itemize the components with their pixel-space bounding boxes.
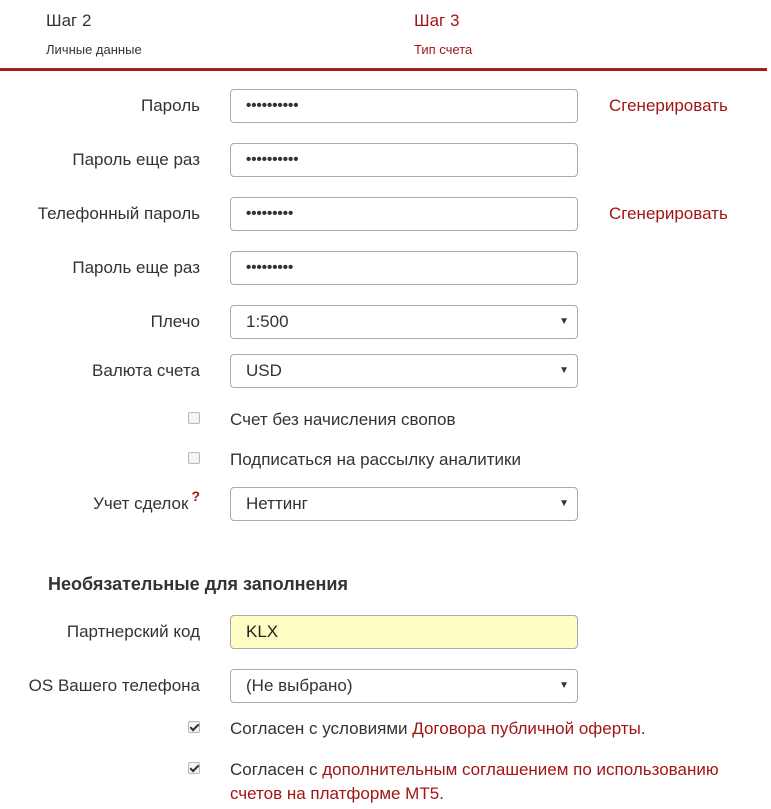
agree-offer-label	[230, 717, 760, 741]
accounting-select[interactable]	[230, 487, 578, 521]
password-repeat-row	[0, 143, 771, 177]
agree-mt5-label	[230, 758, 760, 806]
leverage-select[interactable]	[230, 305, 578, 339]
generate-phone-password-link[interactable]: Сгенерировать	[609, 204, 728, 223]
phone-password-repeat-input[interactable]: •••••••••	[230, 251, 578, 285]
help-icon[interactable]: ?	[191, 488, 200, 504]
step-2-number: Шаг 2	[46, 11, 92, 30]
swap-free-checkbox[interactable]	[188, 412, 200, 424]
agree-offer-suffix: .	[640, 719, 646, 738]
phone-password-repeat-row	[0, 251, 771, 285]
swap-free-label: Счет без начисления свопов	[230, 410, 456, 429]
leverage-value: 1:500	[246, 312, 289, 331]
phone-os-label: OS Вашего телефона	[28, 676, 200, 695]
password-row	[0, 89, 771, 123]
chevron-down-icon: ▼	[559, 680, 569, 691]
password-repeat-label: Пароль еще раз	[72, 150, 200, 169]
agree-offer-prefix: Согласен с условиями	[230, 719, 413, 738]
agree-mt5-checkbox[interactable]	[188, 762, 200, 774]
steps-header	[0, 0, 771, 72]
phone-os-row	[0, 669, 771, 703]
chevron-down-icon: ▼	[559, 498, 569, 509]
chevron-down-icon: ▼	[559, 365, 569, 376]
password-repeat-input[interactable]: ••••••••••	[230, 143, 578, 177]
phone-os-select[interactable]	[230, 669, 578, 703]
currency-value: USD	[246, 361, 282, 380]
step-2[interactable]	[46, 10, 142, 57]
step-3-subtitle: Тип счета	[414, 42, 473, 57]
steps-divider	[0, 68, 767, 71]
accounting-label	[93, 487, 200, 521]
leverage-row	[0, 305, 771, 339]
phone-password-row	[0, 197, 771, 231]
newsletter-label: Подписаться на рассылку аналитики	[230, 450, 521, 469]
currency-label: Валюта счета	[92, 361, 200, 380]
currency-row	[0, 354, 771, 388]
agree-offer-checkbox[interactable]	[188, 721, 200, 733]
generate-password-link[interactable]: Сгенерировать	[609, 96, 728, 115]
mt5-agreement-link[interactable]: дополнительным соглашением по использованию счетов на платформе MT5	[230, 760, 719, 803]
phone-password-repeat-label: Пароль еще раз	[72, 258, 200, 277]
password-label: Пароль	[141, 96, 200, 115]
phone-os-value: (Не выбрано)	[246, 676, 353, 695]
offer-contract-link[interactable]: Договора публичной оферты	[412, 719, 641, 738]
chevron-down-icon: ▼	[559, 316, 569, 327]
partner-code-input[interactable]: KLX	[230, 615, 578, 649]
partner-code-row	[0, 615, 771, 649]
step-3[interactable]	[414, 10, 472, 57]
leverage-label: Плечо	[150, 312, 200, 331]
newsletter-checkbox[interactable]	[188, 452, 200, 464]
accounting-row	[0, 487, 771, 521]
step-3-number: Шаг 3	[414, 11, 460, 30]
agree-mt5-suffix: .	[439, 784, 444, 803]
accounting-label-text: Учет сделок	[93, 494, 189, 513]
password-input[interactable]: ••••••••••	[230, 89, 578, 123]
optional-section-title: Необязательные для заполнения	[48, 574, 348, 594]
partner-code-label: Партнерский код	[66, 622, 200, 641]
phone-password-label: Телефонный пароль	[37, 204, 200, 223]
step-2-subtitle: Личные данные	[46, 42, 142, 57]
phone-password-input[interactable]: •••••••••	[230, 197, 578, 231]
accounting-value: Неттинг	[246, 494, 308, 513]
agree-mt5-prefix: Согласен с	[230, 760, 323, 779]
currency-select[interactable]	[230, 354, 578, 388]
